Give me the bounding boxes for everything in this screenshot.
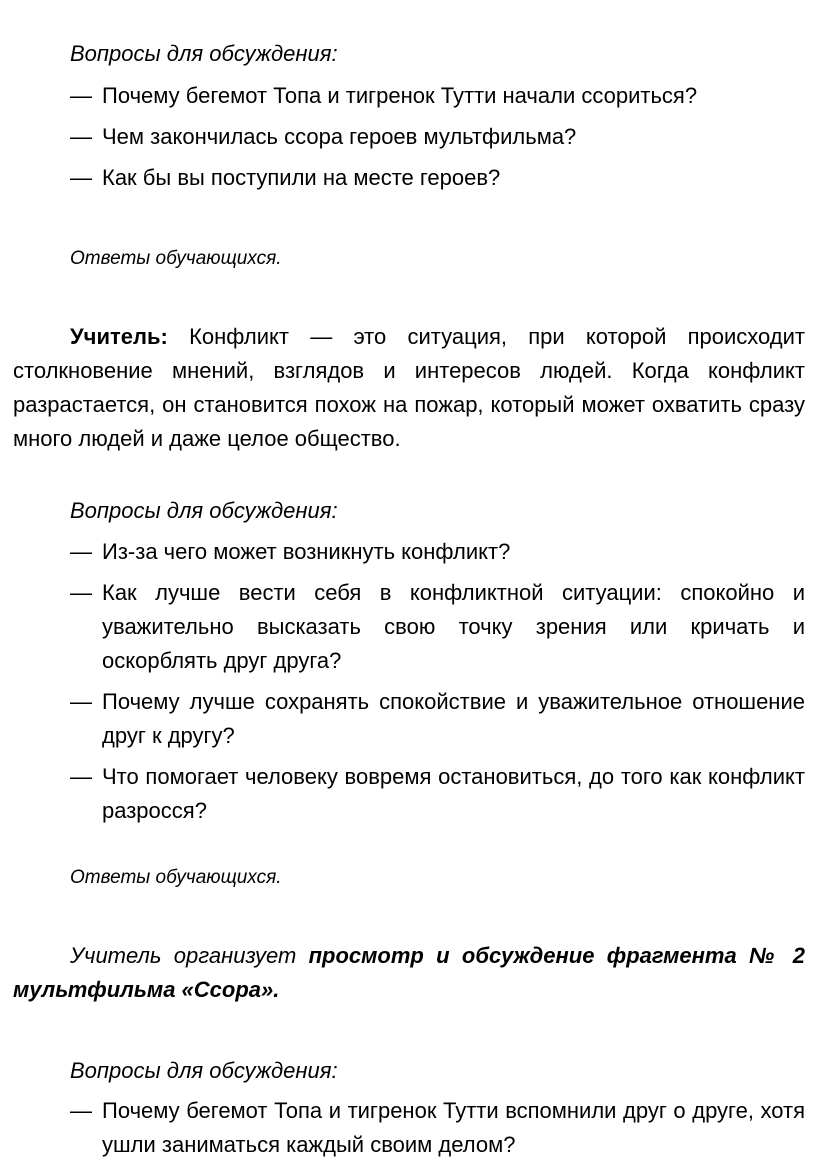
teacher-organizes-paragraph bbox=[13, 939, 805, 1007]
question-text: Что помогает человеку вовремя остановиться, до того как конфликт разросся? bbox=[102, 764, 805, 823]
question-text: Из-за чего может возникнуть конфликт? bbox=[102, 539, 511, 564]
section1-heading: Вопросы для обсуждения: bbox=[70, 41, 338, 66]
list-item bbox=[13, 120, 805, 154]
section3-heading: Вопросы для обсуждения: bbox=[70, 1058, 338, 1083]
dash-marker: — bbox=[70, 165, 92, 190]
question-text: Как лучше вести себя в конфликтной ситуации: спокойно и уважительно высказать свою точку зрения или кричать и оскорблять друг друга? bbox=[102, 580, 805, 673]
dash-marker: — bbox=[70, 764, 92, 789]
dash-marker: — bbox=[70, 539, 92, 564]
list-item bbox=[13, 760, 805, 828]
section2-question-list bbox=[13, 535, 805, 828]
section1-answers: Ответы обучающихся. bbox=[70, 248, 282, 269]
teacher-label: Учитель: bbox=[70, 324, 168, 349]
list-item bbox=[13, 576, 805, 678]
dash-marker: — bbox=[70, 83, 92, 108]
dash-marker: — bbox=[70, 124, 92, 149]
section2-heading: Вопросы для обсуждения: bbox=[70, 498, 338, 523]
teacher-paragraph bbox=[13, 320, 805, 456]
question-text: Почему бегемот Топа и тигренок Тутти вспомнили друг о друге, хотя ушли заниматься каждый своим делом? bbox=[102, 1098, 805, 1157]
section1-question-list bbox=[13, 79, 805, 195]
list-item bbox=[13, 1094, 805, 1162]
question-text: Чем закончилась ссора героев мультфильма? bbox=[102, 124, 577, 149]
section2-answers: Ответы обучающихся. bbox=[70, 867, 282, 888]
section3-question-list bbox=[13, 1094, 805, 1162]
teacher-text: Конфликт — это ситуация, при которой происходит столкновение мнений, взглядов и интересов людей. Когда конфликт разрастается, он становится похож на пожар, который может охватить сразу много людей и даже целое общество. bbox=[13, 324, 805, 451]
dash-marker: — bbox=[70, 1098, 92, 1123]
list-item bbox=[13, 79, 805, 113]
dash-marker: — bbox=[70, 580, 92, 605]
list-item bbox=[13, 685, 805, 753]
teacher-organizes-emphasis: просмотр и обсуждение фрагмента № 2 мультфильма «Ссора». bbox=[13, 943, 805, 1002]
teacher-organizes-prefix: Учитель организует bbox=[70, 943, 309, 968]
question-text: Почему лучше сохранять спокойствие и уважительное отношение друг к другу? bbox=[102, 689, 805, 748]
question-text: Как бы вы поступили на месте героев? bbox=[102, 165, 501, 190]
dash-marker: — bbox=[70, 689, 92, 714]
list-item bbox=[13, 161, 805, 195]
list-item bbox=[13, 535, 805, 569]
question-text: Почему бегемот Топа и тигренок Тутти начали ссориться? bbox=[102, 83, 698, 108]
